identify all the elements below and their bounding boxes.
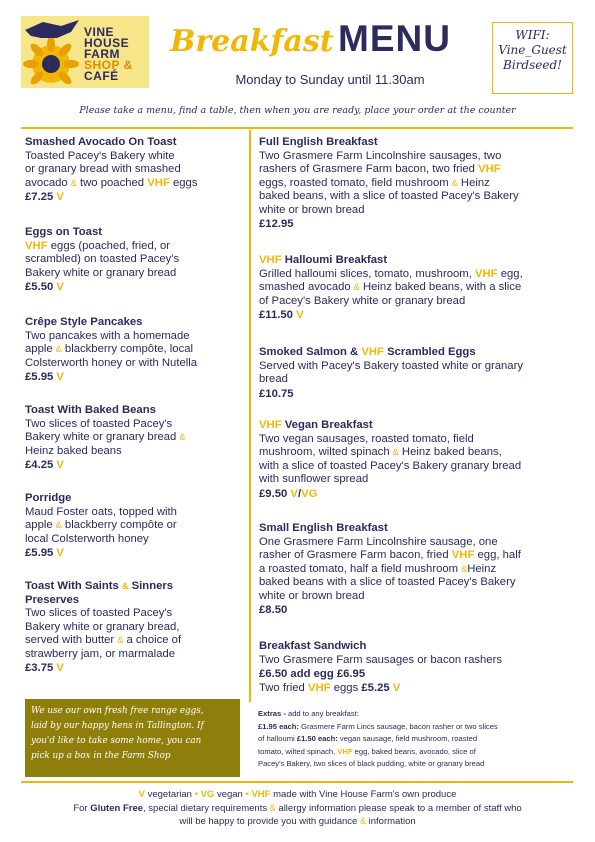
desc-line: Served with Pacey's Bakery toasted white or granary [259,359,523,372]
menu-item-smashed-avocado [25,136,247,205]
wifi-password: Birdseed! [503,58,562,72]
free-range-eggs-note [25,699,240,777]
desc-line: eggs, roasted tomato, field mushroom & Heinz [259,176,490,189]
desc-line: with sunflower spread [259,473,369,485]
item-price: £8.50 [259,604,288,616]
logo-line-3: FARM [84,47,120,61]
item-desc [25,150,247,191]
desc-line: white or brown bread [259,203,365,216]
extras-line: of halloumi £1.50 each: vegan sausage, field mushroom, roasted [258,734,478,743]
logo-line-4: SHOP & [84,58,133,72]
desc-line: smashed avocado & Heinz baked beans, with a slice [259,281,522,293]
item-name: Porridge [25,492,72,504]
item-price: £5.50 V [25,281,64,293]
desc-line: local Colsterworth honey [25,532,149,545]
allergy-line-2: will be happy to provide you with guidance & information [179,816,416,827]
item-desc [259,268,575,309]
item-price: £4.25 V [25,459,64,471]
desc-line: Two vegan sausages, roasted tomato, field [259,432,474,445]
item-name: VHF Vegan Breakfast [259,419,373,431]
bottom-divider [21,781,573,783]
menu-item-toast-preserves [25,580,247,676]
item-desc [259,150,575,218]
desc-line: baked beans with a slice of toasted Pacey's Bakery [259,576,516,588]
item-price: £10.75 [259,387,294,400]
desc-line: Toasted Pacey's Bakery white [25,149,175,162]
extras-section [258,708,570,771]
item-name: Small English Breakfast [259,522,388,534]
desc-line: or granary bread with smashed [25,163,181,175]
vine-house-farm-logo [21,16,149,88]
desc-line: Two Grasmere Farm Lincolnshire sausages, two [259,149,502,162]
desc-line: Bakery white or granary bread, [25,620,180,633]
item-price: £12.95 [259,218,294,230]
desc-line: served with butter & a choice of [25,634,182,646]
item-name: Toast With Baked Beans [25,404,156,416]
desc-line: mushroom, wilted spinach & Heinz baked beans, [259,446,502,458]
desc-line: Colsterworth honey or with Nutella [25,356,198,369]
note-line: you'd like to take some home, you can [31,736,202,746]
item-price: £7.25 V [25,191,64,203]
item-name: Smoked Salmon & VHF Scrambled Eggs [259,346,476,358]
desc-line: avocado & two poached VHF eggs [25,176,198,189]
desc-line: white or brown bread [259,589,365,602]
desc-line: rashers of Grasmere Farm bacon, two fried VHF [259,163,501,175]
menu-item-crepe-pancakes [25,316,247,385]
menu-item-eggs-on-toast [25,226,247,295]
opening-hours: Monday to Sunday until 11.30am [235,72,425,87]
wifi-box [492,22,573,94]
title-main: MENU [338,18,451,59]
item-desc [25,240,247,281]
menu-item-porridge [25,492,247,561]
extras-line: £1.95 each: Grasmere Farm Lincs sausage, bacon rasher or two slices [258,721,498,731]
extras-heading: Extras - add to any breakfast: [258,709,359,718]
desc-line: strawberry jam, or marmalade [25,647,176,660]
logo-line-2: HOUSE [84,36,130,50]
desc-line: Two slices of toasted Pacey's [25,607,173,619]
desc-line: of Pacey's Bakery white or granary bread [259,294,466,307]
item-desc [25,418,247,459]
menu-item-breakfast-sandwich [259,640,575,695]
desc-line: rasher of Grasmere Farm bacon, fried VHF egg, half [259,549,521,561]
item-price: £5.95 V [25,371,64,383]
desc-line: a roasted tomato, half a field mushroom &Heinz [259,562,497,575]
desc-line: Bakery white or granary bread [25,266,177,279]
menu-item-small-english [259,522,575,618]
item-name-line-2: Preserves [25,593,80,606]
item-name: Breakfast Sandwich [259,640,367,652]
item-desc [25,330,247,371]
extras-line: tomato, wilted spinach, VHF egg, baked beans, avocado, slice of [258,746,476,756]
note-line: laid by our happy hens in Tallington. If [31,721,204,731]
desc-line: apple & blackberry compôte or [25,519,177,531]
logo-line-1: VINE [84,25,115,39]
menu-item-halloumi-breakfast [259,254,575,323]
desc-line: Grilled halloumi slices, tomato, mushroom, VHF egg, [259,267,523,280]
desc-line: baked beans, with a slice of toasted Pacey's Bakery [259,190,519,202]
extras-line: Pacey's Bakery, two slices of black pudding, white or granary bread [258,759,485,768]
desc-line: bread [259,373,288,385]
desc-line: with a slice of toasted Pacey's Bakery granary bread [259,459,522,472]
desc-line: VHF eggs (poached, fried, or [25,239,171,252]
menu-item-vegan-breakfast [259,419,575,501]
item-desc [259,433,575,487]
item-name: Full English Breakfast [259,136,378,148]
item-price: £9.50 V/VG [259,487,318,500]
top-divider [21,127,573,129]
desc-line: scrambled) on toasted Pacey's [25,253,180,265]
menu-item-full-english [259,136,575,232]
menu-item-toast-baked-beans [25,404,247,473]
item-price: £5.95 V [25,547,64,559]
item-name: Toast With Saints & Sinners [25,580,174,592]
item-desc [259,360,575,387]
desc-line: Heinz baked beans [25,444,122,457]
desc-line: apple & blackberry compôte, local [25,343,194,355]
item-desc [259,536,575,604]
item-price: £3.75 V [25,662,64,674]
desc-line: Two slices of toasted Pacey's [25,417,173,430]
desc-line: One Grasmere Farm Lincolnshire sausage, one [259,535,498,548]
desc-line: Bakery white or granary bread & [25,431,186,443]
dietary-key: V vegetarian • VG vegan • VHF made with Vine House Farm's own produce [138,789,457,800]
note-line: We use our own fresh free range eggs, [31,706,204,716]
item-price: £6.50 add egg £6.95 [259,668,366,680]
wifi-network: Vine_Guest [498,43,567,57]
desc-line: Maud Foster oats, topped with [25,505,177,518]
wifi-label: WIFI: [515,28,550,42]
note-line: pick up a box in the Farm Shop [31,751,171,761]
ordering-instructions: Please take a menu, find a table, then when you are ready, place your order at the counter [79,105,516,116]
item-name: Eggs on Toast [25,226,102,238]
menu-item-smoked-salmon [259,346,575,401]
desc-line: Two pancakes with a homemade [25,329,190,342]
item-desc-2: Two fried VHF eggs £5.25 V [259,681,401,694]
item-desc [25,506,247,547]
item-price: £11.50 V [259,309,304,321]
title-script: Breakfast [170,24,334,59]
item-name: Crêpe Style Pancakes [25,316,143,328]
item-desc: Two Grasmere Farm sausages or bacon rashers [259,653,502,666]
item-name: VHF Halloumi Breakfast [259,254,388,266]
allergy-line-1: For Gluten Free, special dietary requirements & allergy information please speak to a member of staff who [73,802,522,814]
page-title [170,18,490,60]
column-divider [249,130,251,702]
item-name: Smashed Avocado On Toast [25,136,177,148]
item-desc [25,607,247,661]
logo-line-5: CAFÉ [84,69,119,83]
dietary-key-footer [0,788,595,829]
